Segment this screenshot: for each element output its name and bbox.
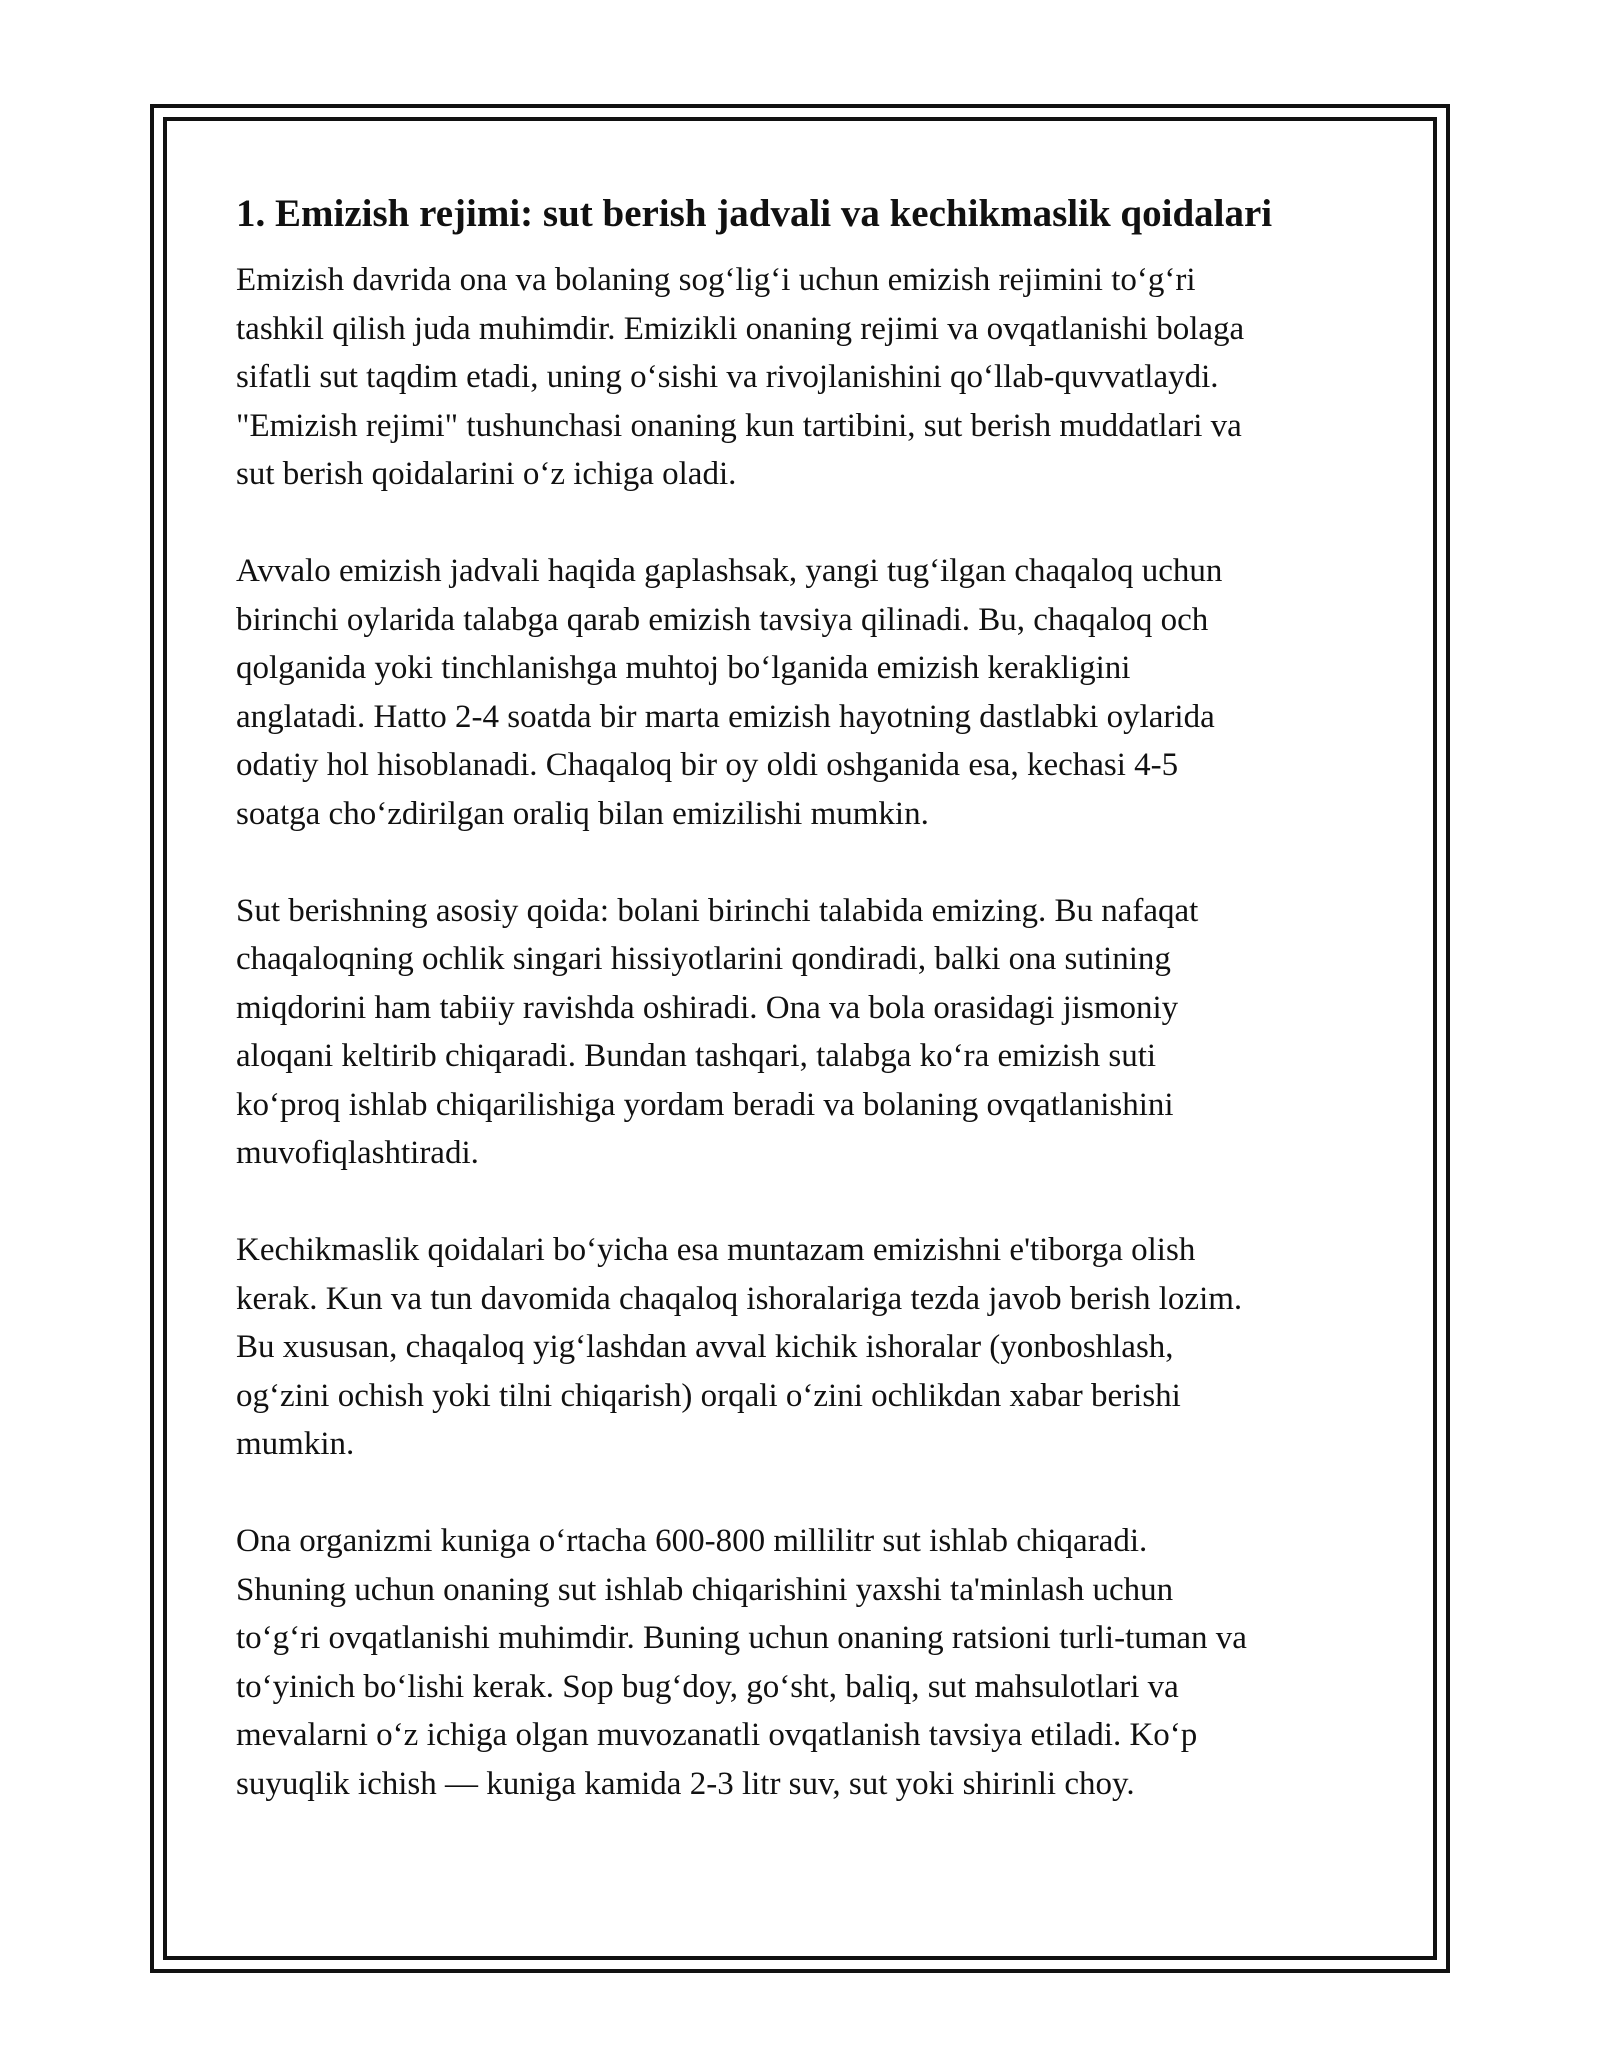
section-title: 1. Emizish rejimi: sut berish jadvali va kechikmaslik qoidalari — [236, 192, 1273, 235]
paragraph-intro: Emizish davrida ona va bolaning sog‘lig‘i uchun emizish rejimini to‘g‘ri tashkil qilish juda muhimdir. Emizikli onaning rejimi va ovqatlanishi bolaga sifatli sut taqdim etadi, uning o‘sishi va rivojlanishini qo‘llab-quvvatlaydi. "Emizish rejimi" tushunchasi onaning kun tartibini, sut berish muddatlari va sut berish qoidalarini o‘z ichiga oladi. — [236, 262, 1245, 492]
paragraph-nutrition: Ona organizmi kuniga o‘rtacha 600-800 millilitr sut ishlab chiqaradi. Shuning uchun onaning sut ishlab chiqarishini yaxshi ta'minlash uchun to‘g‘ri ovqatlanishi muhimdir. Buning uchun onaning ratsioni turli-tuman va to‘yinich bo‘lishi kerak. Sop bug‘doy, go‘sht, baliq, sut mahsulotlari va mevalarni o‘z ichiga olgan muvozanatli ovqatlanish tavsiya etiladi. Ko‘p suyuqlik ichish — kuniga kamida 2-3 litr suv, sut yoki shirinli choy. — [236, 1523, 1247, 1802]
paragraph-timeliness: Kechikmaslik qoidalari bo‘yicha esa muntazam emizishni e'tiborga olish kerak. Kun va tun davomida chaqaloq ishoralariga tezda javob berish lozim. Bu xususan, chaqaloq yig‘lashdan avval kichik ishoralar (yonboshlash, og‘zini ochish yoki tilni chiqarish) orqali o‘zini ochlikdan xabar berishi mumkin. — [236, 1232, 1243, 1462]
paragraph-schedule: Avvalo emizish jadvali haqida gaplashsak, yangi tug‘ilgan chaqaloq uchun birinchi oylarida talabga qarab emizish tavsiya qilinadi. Bu, chaqaloq och qolganida yoki tinchlanishga muhtoj bo‘lganida emizish kerakligini anglatadi. Hatto 2-4 soatda bir marta emizish hayotning dastlabki oylarida odatiy hol hisoblanadi. Chaqaloq bir oy oldi oshganida esa, kechasi 4-5 soatga cho‘zdirilgan oraliq bilan emizilishi mumkin. — [236, 553, 1223, 832]
paragraph-main-rule: Sut berishning asosiy qoida: bolani birinchi talabida emizing. Bu nafaqat chaqaloqning ochlik singari hissiyotlarini qondiradi, balki ona sutining miqdorini ham tabiiy ravishda oshiradi. Ona va bola orasidagi jismoniy aloqani keltirib chiqaradi. Bundan tashqari, talabga ko‘ra emizish suti ko‘proq ishlab chiqarilishiga yordam beradi va bolaning ovqatlanishini muvofiqlashtiradi. — [236, 892, 1199, 1171]
document-body — [236, 188, 1376, 1857]
